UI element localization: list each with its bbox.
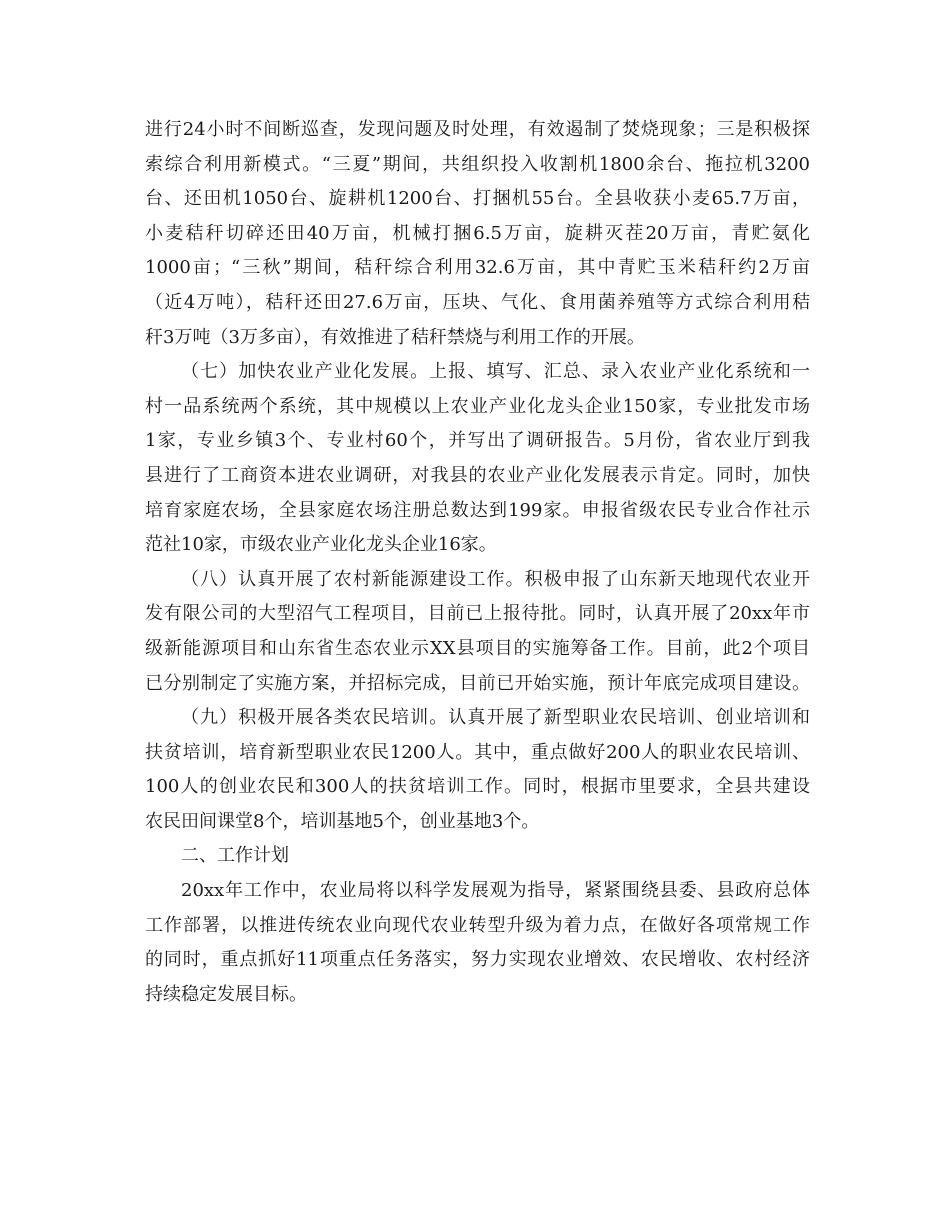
text-line: 小麦秸秆切碎还田40万亩，机械打捆6.5万亩，旋耕灭茬20万亩，青贮氨化 [145, 222, 810, 244]
text-line: 范社10家，市级农业产业化龙头企业16家。 [145, 534, 497, 556]
text-line: 进行24小时不间断巡查，发现问题及时处理，有效遏制了焚烧现象；三是积极探 [145, 119, 810, 140]
text-line: 级新能源项目和山东省生态农业示XX县项目的实施筹备工作。目前，此2个项目 [145, 637, 810, 659]
section-heading-line: （八）认真开展了农村新能源建设工作。积极申报了山东新天地现代农业开 [181, 568, 810, 590]
text-line: 发有限公司的大型沼气工程项目，目前已上报待批。同时，认真开展了20xx年市 [145, 603, 810, 625]
text-line: 村一品系统两个系统，其中规模以上农业产业化龙头企业150家，专业批发市场 [145, 395, 810, 417]
text-line: 农民田间课堂8个，培训基地5个，创业基地3个。 [145, 810, 540, 832]
text-line: 的同时，重点抓好11项重点任务落实，努力实现农业增效、农民增收、农村经济 [145, 949, 810, 971]
text-line: 100人的创业农民和300人的扶贫培训工作。同时，根据市里要求，全县共建设 [145, 776, 810, 798]
text-line: 秆3万吨（3万多亩），有效推进了秸秆禁烧与利用工作的开展。 [145, 326, 645, 348]
text-line: 1000亩；“三秋”期间，秸秆综合利用32.6万亩，其中青贮玉米秸秆约2万亩 [145, 257, 810, 279]
section-heading-line: （七）加快农业产业化发展。上报、填写、汇总、录入农业产业化系统和一 [181, 361, 810, 383]
text-line: 台、还田机1050台、旋耕机1200台、打捆机55台。全县收获小麦65.7万亩， [145, 188, 810, 210]
text-line: 培育家庭农场，全县家庭农场注册总数达到199家。申报省级农民专业合作社示 [145, 499, 810, 521]
text-line: 1家，专业乡镇3个、专业村60个，并写出了调研报告。5月份，省农业厅到我 [145, 430, 810, 452]
text-line: 扶贫培训，培育新型职业农民1200人。其中，重点做好200人的职业农民培训、 [145, 741, 810, 763]
text-line: 索综合利用新模式。“三夏”期间，共组织投入收割机1800余台、拖拉机3200 [145, 153, 810, 175]
text-line: 县进行了工商资本进农业调研，对我县的农业产业化发展表示肯定。同时，加快 [145, 464, 810, 486]
chapter-heading-line: 二、工作计划 [181, 845, 289, 867]
text-line: （近4万吨），秸秆还田27.6万亩，压块、气化、食用菌养殖等方式综合利用秸 [145, 291, 810, 313]
text-line: 20xx年工作中，农业局将以科学发展观为指导，紧紧围绕县委、县政府总体 [181, 880, 810, 902]
document-body [145, 113, 810, 1012]
text-line: 工作部署，以推进传统农业向现代农业转型升级为着力点，在做好各项常规工作 [145, 914, 810, 936]
section-heading-line: （九）积极开展各类农民培训。认真开展了新型职业农民培训、创业培训和 [181, 707, 810, 729]
text-line: 持续稳定发展目标。 [145, 983, 307, 1005]
text-line: 已分别制定了实施方案，并招标完成，目前已开始实施，预计年底完成项目建设。 [145, 672, 810, 694]
